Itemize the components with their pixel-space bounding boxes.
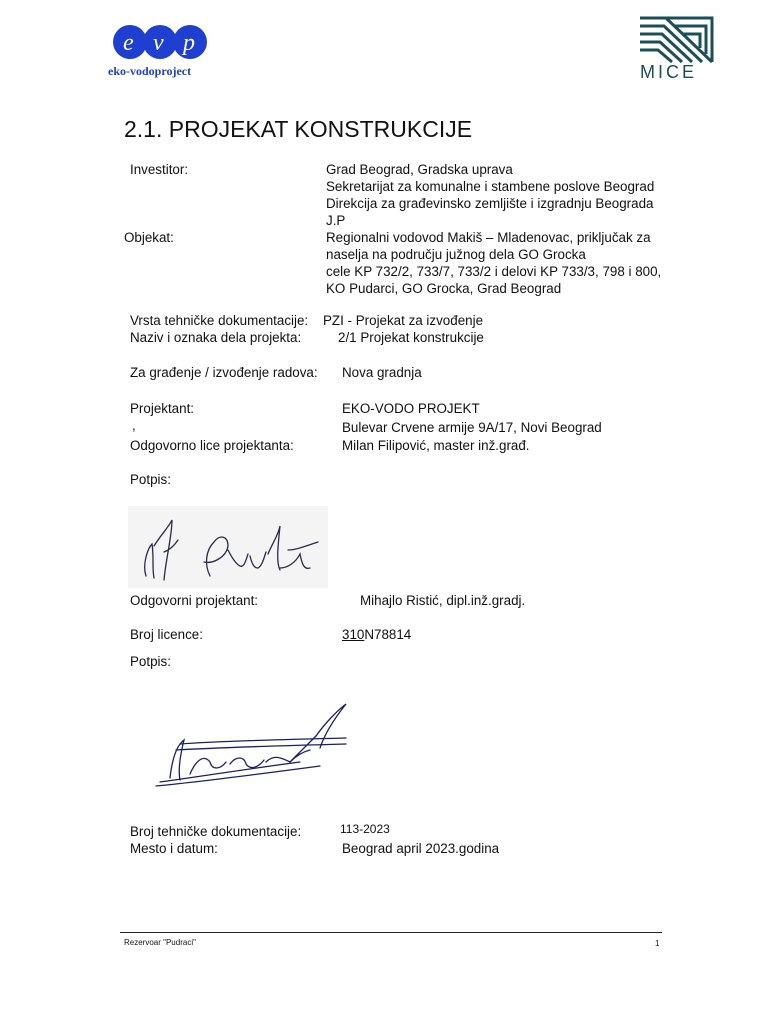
signature-image (128, 506, 328, 588)
license-prefix: 310 (342, 627, 365, 642)
designer-label: Projektant: (130, 401, 195, 416)
evp-logo (110, 18, 220, 82)
object-line: KO Pudarci, GO Grocka, Grad Beograd (326, 281, 562, 296)
object-label: Objekat: (124, 230, 174, 245)
evp-caption: eko-vodoproject (108, 64, 192, 78)
page-title: 2.1. PROJEKAT KONSTRUKCIJE (124, 116, 473, 142)
doc-type-value: PZI - Projekat za izvođenje (323, 313, 484, 328)
license-label: Broj licence: (130, 627, 203, 642)
designer-comma: , (132, 418, 136, 433)
signature-image (150, 700, 350, 792)
signature-label: Potpis: (130, 654, 171, 669)
part-name-label: Naziv i oznaka dela projekta: (130, 330, 302, 345)
responsible-designer-label: Odgovorni projektant: (130, 593, 259, 608)
part-name-value: 2/1 Projekat konstrukcije (338, 330, 484, 345)
object-line: Regionalni vodovod Makiš – Mladenovac, priključak za (326, 230, 651, 245)
license-rest: N78814 (364, 627, 412, 642)
investor-line: J.P (326, 213, 346, 228)
footer-divider (120, 932, 662, 933)
svg-text:p: p (183, 30, 195, 56)
construction-label: Za građenje / izvođenje radova: (130, 365, 318, 380)
svg-text:v: v (153, 30, 164, 56)
responsible-designer-value: Mihajlo Ristić, dipl.inž.gradj. (360, 593, 526, 608)
signature-label: Potpis: (130, 472, 171, 487)
investor-label: Investitor: (130, 162, 189, 177)
responsible-person-value: Milan Filipović, master inž.građ. (342, 438, 530, 453)
doc-number-label: Broj tehničke dokumentacije: (130, 824, 302, 839)
doc-type-label: Vrsta tehničke dokumentacije: (130, 313, 309, 328)
designer-address: Bulevar Crvene armije 9A/17, Novi Beograd (342, 420, 602, 435)
page-number: 1 (655, 939, 660, 948)
footer-title: Rezervoar "Pudraci" (124, 938, 196, 947)
svg-text:e: e (123, 30, 134, 56)
investor-line: Direkcija za građevinsko zemljište i izgradnju Beograda (326, 196, 654, 211)
place-date-label: Mesto i datum: (130, 841, 218, 856)
investor-line: Grad Beograd, Gradska uprava (326, 162, 513, 177)
object-line: cele KP 732/2, 733/7, 733/2 i delovi KP 733/3, 798 i 800, (326, 264, 662, 279)
mice-logo (636, 14, 716, 82)
license-value (342, 626, 411, 643)
responsible-person-label: Odgovorno lice projektanta: (130, 438, 294, 453)
place-date-value: Beograd april 2023.godina (342, 841, 500, 856)
designer-name: EKO-VODO PROJEKT (342, 401, 480, 416)
mice-text: MICE (640, 62, 697, 82)
investor-line: Sekretarijat za komunalne i stambene poslove Beograd (326, 179, 655, 194)
object-line: naselja na području južnog dela GO Grocka (326, 247, 586, 262)
construction-value: Nova gradnja (342, 365, 422, 380)
doc-number-value: 113-2023 (340, 822, 390, 836)
